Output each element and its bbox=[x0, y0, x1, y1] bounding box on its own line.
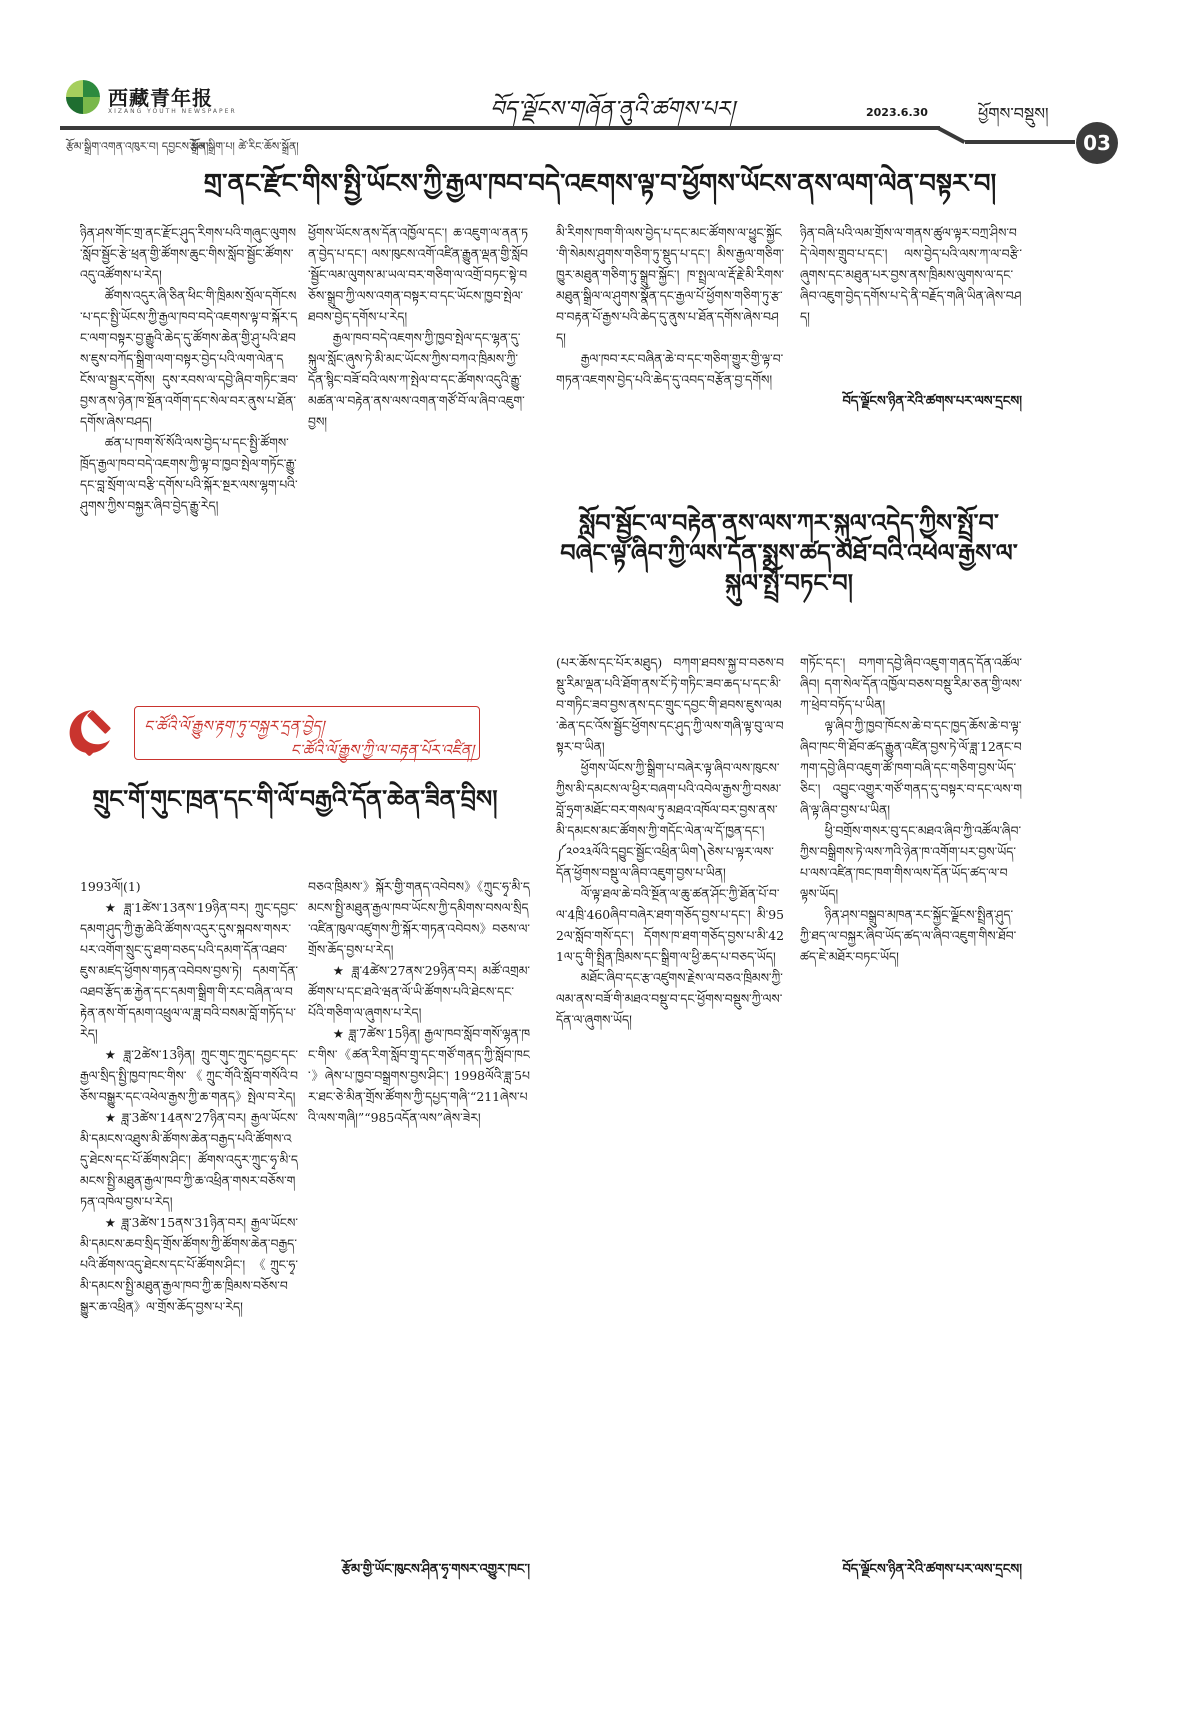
article3-entry: བཅའ་ཁྲིམས་》སྐོར་གྱི་གནད་འབེབས》《ཀྲུང་ཧྭ་མི་དམངས་སྤྱི་མཐུན་རྒྱལ་ཁབ་ཡོངས་ཀྱི་དམིགས་བསལ་སྲིད་འཛིན་ཁུལ་འཛུགས་ཀྱི་སྐོར་གཏན་འབེབས》བཅས་ལ་གྲོས་ཆོད་བྱས་པ་རེད། bbox=[308, 879, 530, 957]
article4-headline: སློབ་སྦྱོང་ལ་བརྟེན་ནས་ལས་ཀར་སྐུལ་འདེད་ཀྱིས་སྤྲོ་བ་བཞེང་ལྟ་ཞིབ་ཀྱི་ལས་དོན་སྨྲས་ཚད་མཐོ་བའི་འཕེལ་རྒྱས་ལ་སྐུལ་སྤྲོ་བཏང་བ། bbox=[560, 508, 1018, 597]
article2-para: ཉིན་བཞི་པའི་ལམ་གྲོས་ལ་གནས་ཚུལ་ལྟར་བཀྲ་ཤིས་བདེ་ལེགས་གྲུབ་པ་དང་། ལས་བྱེད་པའི་ལས་ཀ་ལ་བརྩི་ཞུགས་དང་མཐུན་པར་བྱས་ནས་ཁྲིམས་ལུགས་ལ་དང་ཞིབ་འཇུག་བྱེད་དགོས་པ་དེ་ནི་བརྗོད་གཞི་ཡིན་ཞེས་བཤད། bbox=[800, 225, 1022, 324]
issue-date: 2023.6.30 bbox=[866, 106, 928, 119]
masthead-rule-step bbox=[937, 126, 965, 144]
article3-entry: ★ ཟླ་2ཚེས་13ཉིན། ཀྲུང་གུང་ཀྲུང་དབྱང་དང་རྒྱལ་སྲིད་སྤྱི་ཁྱབ་ཁང་གིས་《ཀྲུང་གོའི་སློབ་གསོའི་བཅོས་བསྒྱུར་དང་འཕེལ་རྒྱས་ཀྱི་ཆ་གནད》སྤེལ་བ་རེད། bbox=[80, 1047, 298, 1104]
article4-para: ལོ་ལྟ་ཐལ་ཆེ་བའི་སྔོན་ལ་ཆུ་ཚན་ཤོང་ཀྱི་ཐོན་པོ་བ་ལ་4ཁྲི་460ཞིབ་བཞེར་ཐག་གཅོད་བྱས་པ་དང་། མི་952ལ་སློབ་གསོ་དང་། དོགས་ཁ་ཐག་གཅོད་བྱས་པ་མི་421ལ་དུ་གི་སྤྲིན་ཁྲིམས་དང་སྒྲིག་ལ་ཕྱི་ཆད་པ་བཅད་ཡོད། bbox=[556, 886, 784, 964]
article2-col1 bbox=[556, 222, 784, 422]
article1-para: ཉིན་ཤས་གོང་གྲ་ནང་རྫོང་ཤུད་རིགས་པའི་གཞུང་ལུགས་སློབ་སྦྱོང་རྩེ་ཕྲན་གྱི་ཚོགས་ཆུང་གིས་སློབ་སྦྱོང་ཚོགས་འདུ་འཚོགས་པ་རེད། bbox=[80, 225, 296, 282]
article2-para: མི་རིགས་ཁག་གི་ལས་བྱེད་པ་དང་མང་ཚོགས་ལ་ཕྱུང་སྐྱོང་གི་སེམས་ཤུགས་གཅིག་ཏུ་སྡུད་པ་དང་། མིས་རྒྱལ་གཅིག་ཁྱུར་མཐུན་གཅིག་ཏུ་སྒྲུབ་སྐྱོང་། ཁ་སྤྲལ་ལ་རྡོ་རྗེ་མི་རིགས་མཐུན་སྒྲིལ་ལ་ཤུགས་སྣོན་དང་རྒྱལ་པོ་ཕྱོགས་གཅིག་ཏུ་རྩ་བ་བརྟན་པོ་རྒྱས་པའི་ཆེད་དུ་ནུས་པ་ཐོན་དགོས་ཞེས་བཤད། bbox=[556, 225, 784, 345]
article4-para: ལྟ་ཞིབ་ཀྱི་ཁྱབ་ཁོངས་ཆེ་བ་དང་ཁྱད་ཆོས་ཆེ་བ་ལྟ་ཞིབ་ཁང་གི་ཐོབ་ཚད་རྒྱུན་འཛིན་བྱས་ཏེ་ལོ་ཟླ་12ནང་བཀག་དབྱེ་ཞིབ་འཇུག་ཚོ་ཁག་བཞི་དང་གཅིག་བྱས་ཡོད་ཅིང་། འབྱུང་འགྱུར་གཙོ་གནད་དུ་བསྟར་བ་དང་ལས་གཞི་ལྟ་ཞིབ་བྱས་པ་ཡིན། bbox=[800, 718, 1022, 817]
party-banner bbox=[60, 700, 480, 766]
article4-col1 bbox=[556, 652, 784, 1560]
article1-headline: གྲ་ནང་རྫོང་གིས་སྤྱི་ཡོངས་ཀྱི་རྒྱལ་ཁབ་བདེ་འཇགས་ལྟ་བ་ཕྱོགས་ཡོངས་ནས་ལག་ལེན་བསྟར་བ། bbox=[203, 169, 997, 199]
page-number: 03 bbox=[1076, 122, 1118, 164]
editor: རྩོམ་སྒྲིག་པ། ཚེ་རིང་ཆོས་སྒྲོན། bbox=[190, 140, 299, 153]
editor-in-charge: རྩོམ་སྒྲིག་འགན་འཁུར་བ། དབྱངས་སྒྲོན། bbox=[66, 140, 209, 153]
article4-para: ཕྱི་བགྲོས་གསར་བུ་དང་མཐའ་ཞིབ་ཀྱི་འཚོལ་ཞིབ་ཀྱིས་བསྒྲིགས་ཏེ་ལས་ཀའི་ཉེན་ཁ་འགོག་པར་བྱས་ཡོད་པ་ལས་འཛིན་ཁང་ཁག་གིས་ལས་དོན་ཡོད་ཚད་ལ་བལྟས་ཡོད། bbox=[800, 823, 1022, 901]
article1-para: རྒྱལ་ཁབ་བདེ་འཇགས་ཀྱི་ཁྱབ་སྤེལ་དང་ལྷན་དུ་སྐུལ་སློང་ཞུས་ཏེ་མི་མང་ཡོངས་ཀྱིས་བཀའ་ཁྲིམས་ཀྱི་དོན་སྙིང་བཟོ་བའི་ལས་ཀ་སྤེལ་བ་དང་ཚོགས་འདུའི་རྒྱུ་མཚན་ལ་བརྟེན་ནས་ལས་འགན་གཙོ་བོ་ལ་ཞིབ་འཇུག་བྱས། bbox=[308, 330, 525, 429]
brand-english: XIZANG YOUTH NEWSPAPER bbox=[108, 108, 237, 115]
article3-col2 bbox=[308, 876, 530, 1536]
article3-entry: ★ ཟླ་3ཚེས་14ནས་27ཉིན་བར། རྒྱལ་ཡོངས་མི་དམངས་འཐུས་མི་ཚོགས་ཆེན་བརྒྱད་པའི་ཚོགས་འདུ་ཐེངས་དང་པོ་ཚོགས་ཤིང་། ཚོགས་འདུར་ཀྲུང་ཧྭ་མི་དམངས་སྤྱི་མཐུན་རྒྱལ་ཁབ་ཀྱི་ཆ་འཕྲིན་གསར་བཅོས་གཏན་འཁེལ་བྱས་པ་རེད། bbox=[80, 1110, 298, 1209]
article3-entry: ★ ཟླ་1ཚེས་13ནས་19ཉིན་བར། ཀྲུང་དབྱང་དམག་ཤུད་ཀྱི་རྒྱ་ཆེའི་ཚོགས་འདུར་དུས་སྐབས་གསར་པར་འགོག་སྲུང་དུ་ཐག་བཅད་པའི་དམག་དོན་འཐབ་ཇུས་མཛད་ཕྱོགས་གཏན་འབེབས་བྱས་ཏེ། དམག་དོན་འཐབ་རྩོད་ཆ་རྐྱེན་དང་དམག་སྒྲིག་གི་རང་བཞིན་ལ་བརྟེན་ནས་གོ་དམག་འཕྲུལ་ལ་ཟླ་བའི་བསམ་བློ་གཏོད་པ་རེད། bbox=[80, 900, 298, 1041]
masthead-tibetan-title: བོད་ལྗོངས་གཞོན་ནུའི་ཚགས་པར། bbox=[490, 97, 735, 122]
article2-byline: བོད་ལྗོངས་ཉིན་རེའི་ཚགས་པར་ལས་དྲངས། bbox=[842, 394, 1022, 409]
article3-entry: ★ ཟླ་7ཚེས་15ཉིན། རྒྱལ་ཁབ་སློབ་གསོ་ལྷན་ཁང་གིས་《ཚན་རིག་སློབ་གྲྭ་དང་གཙོ་གནད་ཀྱི་སློབ་ཁང་》ཞེས་པ་ཁྱབ་བསྒྲགས་བྱས་ཤིང་། 1998ལོའི་ཟླ་5པར་ཐང་ཅེ་མིན་གྲོས་ཚོགས་ཀྱི་དཔྱད་གཞི་“211ཞེས་པའི་ལས་གཞི།”“985འདོན་ལས”ཞེས་ཟེར། bbox=[308, 1026, 530, 1125]
brand-name: 西藏青年报 bbox=[108, 86, 213, 110]
article4-para: ཕྱོགས་ཡོངས་ཀྱི་སྒྲིག་པ་བཞེར་ལྟ་ཞིབ་ལས་ཁུངས་ཀྱིས་མི་དམངས་ལ་ཕྱིར་བཞག་པའི་འབེལ་རྒྱས་ཀྱི་བསམ་བློ་ཧྲག་མཐོང་བར་གསལ་ཏུ་མཐའ་འཁོལ་བར་བྱས་ནས་མི་དམངས་མང་ཚོགས་ཀྱི་གདོང་ལེན་ལ་དོ་ཁྱན་དང་། ༼༢༠༢༣ལོའི་དབྱུང་སྦྱོང་འཕྲིན་ཡིག༽ཅེས་པ་ལྟར་ལས་དོན་ཕྱོགས་བསྡུ་ལ་ཞིབ་འཇུག་བྱས་པ་ཡིན། bbox=[556, 760, 782, 880]
article3-headline: གྲུང་གོ་གུང་ཁྲན་དང་གི་ལོ་བརྒྱའི་དོན་ཆེན་ཟིན་བྲིས། bbox=[92, 784, 498, 813]
article1-col2 bbox=[308, 222, 528, 572]
article4-para: གཏོང་དང་། བཀག་དབྱེ་ཞིབ་འཇུག་གནད་དོན་འཚོལ་ཞིབ། དག་སེལ་དོན་འཁྱོལ་བཅས་བསྡུ་རིམ་ཅན་གྱི་ལས་ཀ་ཕྲེབ་བཏོད་པ་ཡིན། bbox=[800, 655, 1022, 712]
article3-entry: ★ ཟླ་3ཚེས་15ནས་31ཉིན་བར། རྒྱལ་ཡོངས་མི་དམངས་ཆབ་སྲིད་གྲོས་ཚོགས་ཀྱི་ཚོགས་ཆེན་བརྒྱད་པའི་ཚོགས་འདུ་ཐེངས་དང་པོ་ཚོགས་ཤིང་། 《ཀྲུང་ཧྭ་མི་དམངས་སྤྱི་མཐུན་རྒྱལ་ཁབ་ཀྱི་ཆ་ཁྲིམས་བཅོས་བསྒྱུར་ཆ་འཕྲིན》ལ་གྲོས་ཆོད་བྱས་པ་རེད། bbox=[80, 1215, 298, 1314]
article2-col2 bbox=[800, 222, 1022, 354]
hammer-sickle-icon bbox=[60, 704, 118, 762]
masthead bbox=[60, 74, 1142, 158]
article4-col2 bbox=[800, 652, 1022, 1532]
newspaper-logo-icon bbox=[66, 80, 100, 114]
article1-para: ཚན་པ་ཁག་སོ་སོའི་ལས་བྱེད་པ་དང་སྤྱི་ཚོགས་ཁྲོད་རྒྱལ་ཁབ་བདེ་འཇགས་ཀྱི་ལྟ་བ་ཁྱབ་སྤེལ་གཏོང་རྒྱུ་དང་བླ་སྲོག་ལ་བརྩི་དགོས་པའི་སྐོར་སྔར་ལས་ལྷག་པའི་ཤུགས་ཀྱིས་བསྐྱར་ཞིབ་བྱེད་རྒྱུ་རེད། bbox=[80, 435, 298, 513]
article2-para: རྒྱལ་ཁབ་རང་བཞིན་ཆེ་བ་དང་གཅིག་གྱུར་གྱི་ལྟ་བ་གཏན་འཇགས་བྱེད་པའི་ཆེད་དུ་འབད་བརྩོན་བྱ་དགོས། bbox=[556, 351, 784, 387]
article3-entry: ★ ཟླ་4ཚེས་27ནས་29ཉིན་བར། མཚོ་འགྲམ་ཚོགས་པ་དང་ཐའེ་ཝན་ལོ་ཡི་ཚོགས་པའི་ཐེངས་དང་པོའི་གཅིག་ལ་ཞུགས་པ་རེད། bbox=[308, 963, 530, 1020]
masthead-rule-right bbox=[965, 140, 1075, 144]
article1-col1 bbox=[80, 222, 298, 572]
article3-year: 1993ལོ།(1) bbox=[80, 879, 141, 894]
article1-para: ཕྱོགས་ཡོངས་ནས་དོན་འཁྱོལ་དང་། ཆ་འཇུག་ལ་ནན་ཏན་བྱེད་པ་དང་། ལས་ཁུངས་འགོ་འཛིན་རྒྱུན་ལྡན་གྱི་སློབ་སྦྱོང་ལམ་ལུགས་མ་ཡལ་བར་གཅིག་ལ་འགྲོ་བཏང་སྟེ་བཅོས་སྒྲུབ་ཀྱི་ལས་འགན་བསྟར་བ་དང་ཡོངས་ཁྱབ་སྤེལ་ཐབས་བྱེད་དགོས་པ་རེད། bbox=[308, 225, 528, 324]
article4-byline: བོད་ལྗོངས་ཉིན་རེའི་ཚགས་པར་ལས་དྲངས། bbox=[842, 1562, 1022, 1577]
article1-para: ཚོགས་འདུར་ཞི་ཅིན་ཕིང་གི་ཁྲིམས་སྲོལ་དགོངས་པ་དང་སྤྱི་ཡོངས་ཀྱི་རྒྱལ་ཁབ་བདེ་འཇགས་ལྟ་བ་སྐོར་དང་ལག་བསྟར་བྱ་རྒྱུའི་ཆེད་དུ་ཚོགས་ཆེན་གྱི་ཤུ་པའི་ཐབས་ཇུས་བཀོད་སྒྲིག་ལག་བསྟར་བྱེད་པའི་ལག་ལེན་དངོས་ལ་སྦྱར་དགོས། དུས་རབས་ལ་དབྱེ་ཞིབ་གཏིང་ཟབ་བྱས་ནས་ཉེན་ཁ་སྔོན་འགོག་དང་སེལ་བར་ནུས་པ་ཐོན་དགོས་ཞེས་བཤད། bbox=[80, 288, 298, 429]
banner-line-2: ང་ཚོའི་ལོ་རྒྱུས་ཀྱི་ལ་བརྟན་པོར་འཛིན། bbox=[290, 741, 474, 759]
masthead-rule bbox=[60, 126, 940, 130]
section-name: ཕྱོགས་བསྡུས། bbox=[978, 104, 1049, 123]
article3-col1 bbox=[80, 876, 298, 1576]
article4-para: (པར་ཆོས་དང་པོར་མཐུད) བཀག་ཐབས་སྐྱ་བ་བཅས་བསྡུ་རིམ་ལྡན་པའི་ཐོག་ནས་ངོ་ཏེ་གཏིང་ཟབ་ཆད་པ་དང་མི་བ་གཏིང་ཟབ་བྱས་ནས་དང་གྲུང་དབྱང་གི་ཐབས་ཇུས་ལམ་ཆེན་དང་འོས་སྦྱོང་ཕྱོགས་དང་ཤུད་ཀྱི་ལས་གཞི་ལྟ་བུ་ལ་བསྟར་བ་ཡིན། bbox=[556, 655, 784, 754]
article4-para: མཐོང་ཞིབ་དང་རྩ་འཛུགས་རྗེས་ལ་བཅའ་ཁྲིམས་ཀྱི་ལམ་ནས་བཟོ་གི་མཐའ་བསྡུ་བ་དང་ཕྱོགས་བསྡུས་ཀྱི་ལས་དོན་ལ་ཞུགས་ཡོད། bbox=[556, 970, 783, 1027]
article3-byline: རྩོམ་གྱི་ཡོང་ཁུངས་ཤིན་ཧྭ་གསར་འགྱུར་ཁང་། bbox=[341, 1562, 530, 1577]
banner-line-1: ང་ཚོའི་ལོ་རྒྱུས་རྟག་ཏུ་བསྐྱར་དྲན་བྱེད། bbox=[144, 717, 325, 735]
article4-para: ཉིན་ཤས་བསྒྲུབ་མཁན་རང་སྐྱོང་ལྗོངས་སྤྲིན་ཤུད་ཀྱི་ཐད་ལ་བསྐྱར་ཞིབ་ཡོད་ཚད་ལ་ཞིབ་འཇུག་གིས་ཐོབ་ཚད་ཇེ་མཐོར་བཏང་ཡོད། bbox=[800, 907, 1017, 964]
